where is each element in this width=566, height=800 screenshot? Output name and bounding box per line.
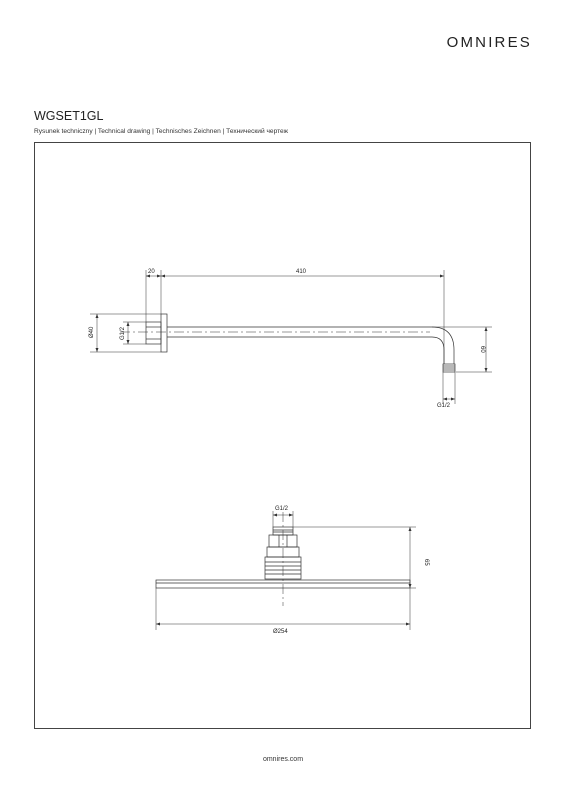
- shower-arm-outline: [146, 314, 455, 372]
- arm-dim-thread-right: G1/2: [437, 403, 451, 409]
- drawing-subtitle: Rysunek techniczny | Technical drawing | Technisches Zeichnen | Технический чертеж: [34, 128, 289, 135]
- head-dim-diameter: Ø254: [273, 629, 288, 635]
- arm-dim-thread-left: G1/2: [120, 326, 126, 340]
- footer-url[interactable]: omnires.com: [262, 756, 304, 763]
- model-title: WGSET1GL: [34, 109, 104, 123]
- arm-dim-flange: 20: [148, 269, 155, 275]
- head-dim-height: 65: [423, 559, 429, 566]
- arm-dim-diameter: Ø40: [89, 326, 95, 338]
- head-dim-thread: G1/2: [275, 506, 289, 512]
- arm-dim-length: 410: [296, 269, 307, 275]
- arm-dim-drop: 60: [479, 346, 485, 353]
- head-dimensions: [156, 511, 416, 630]
- brand-logo: OMNIRES: [446, 34, 532, 51]
